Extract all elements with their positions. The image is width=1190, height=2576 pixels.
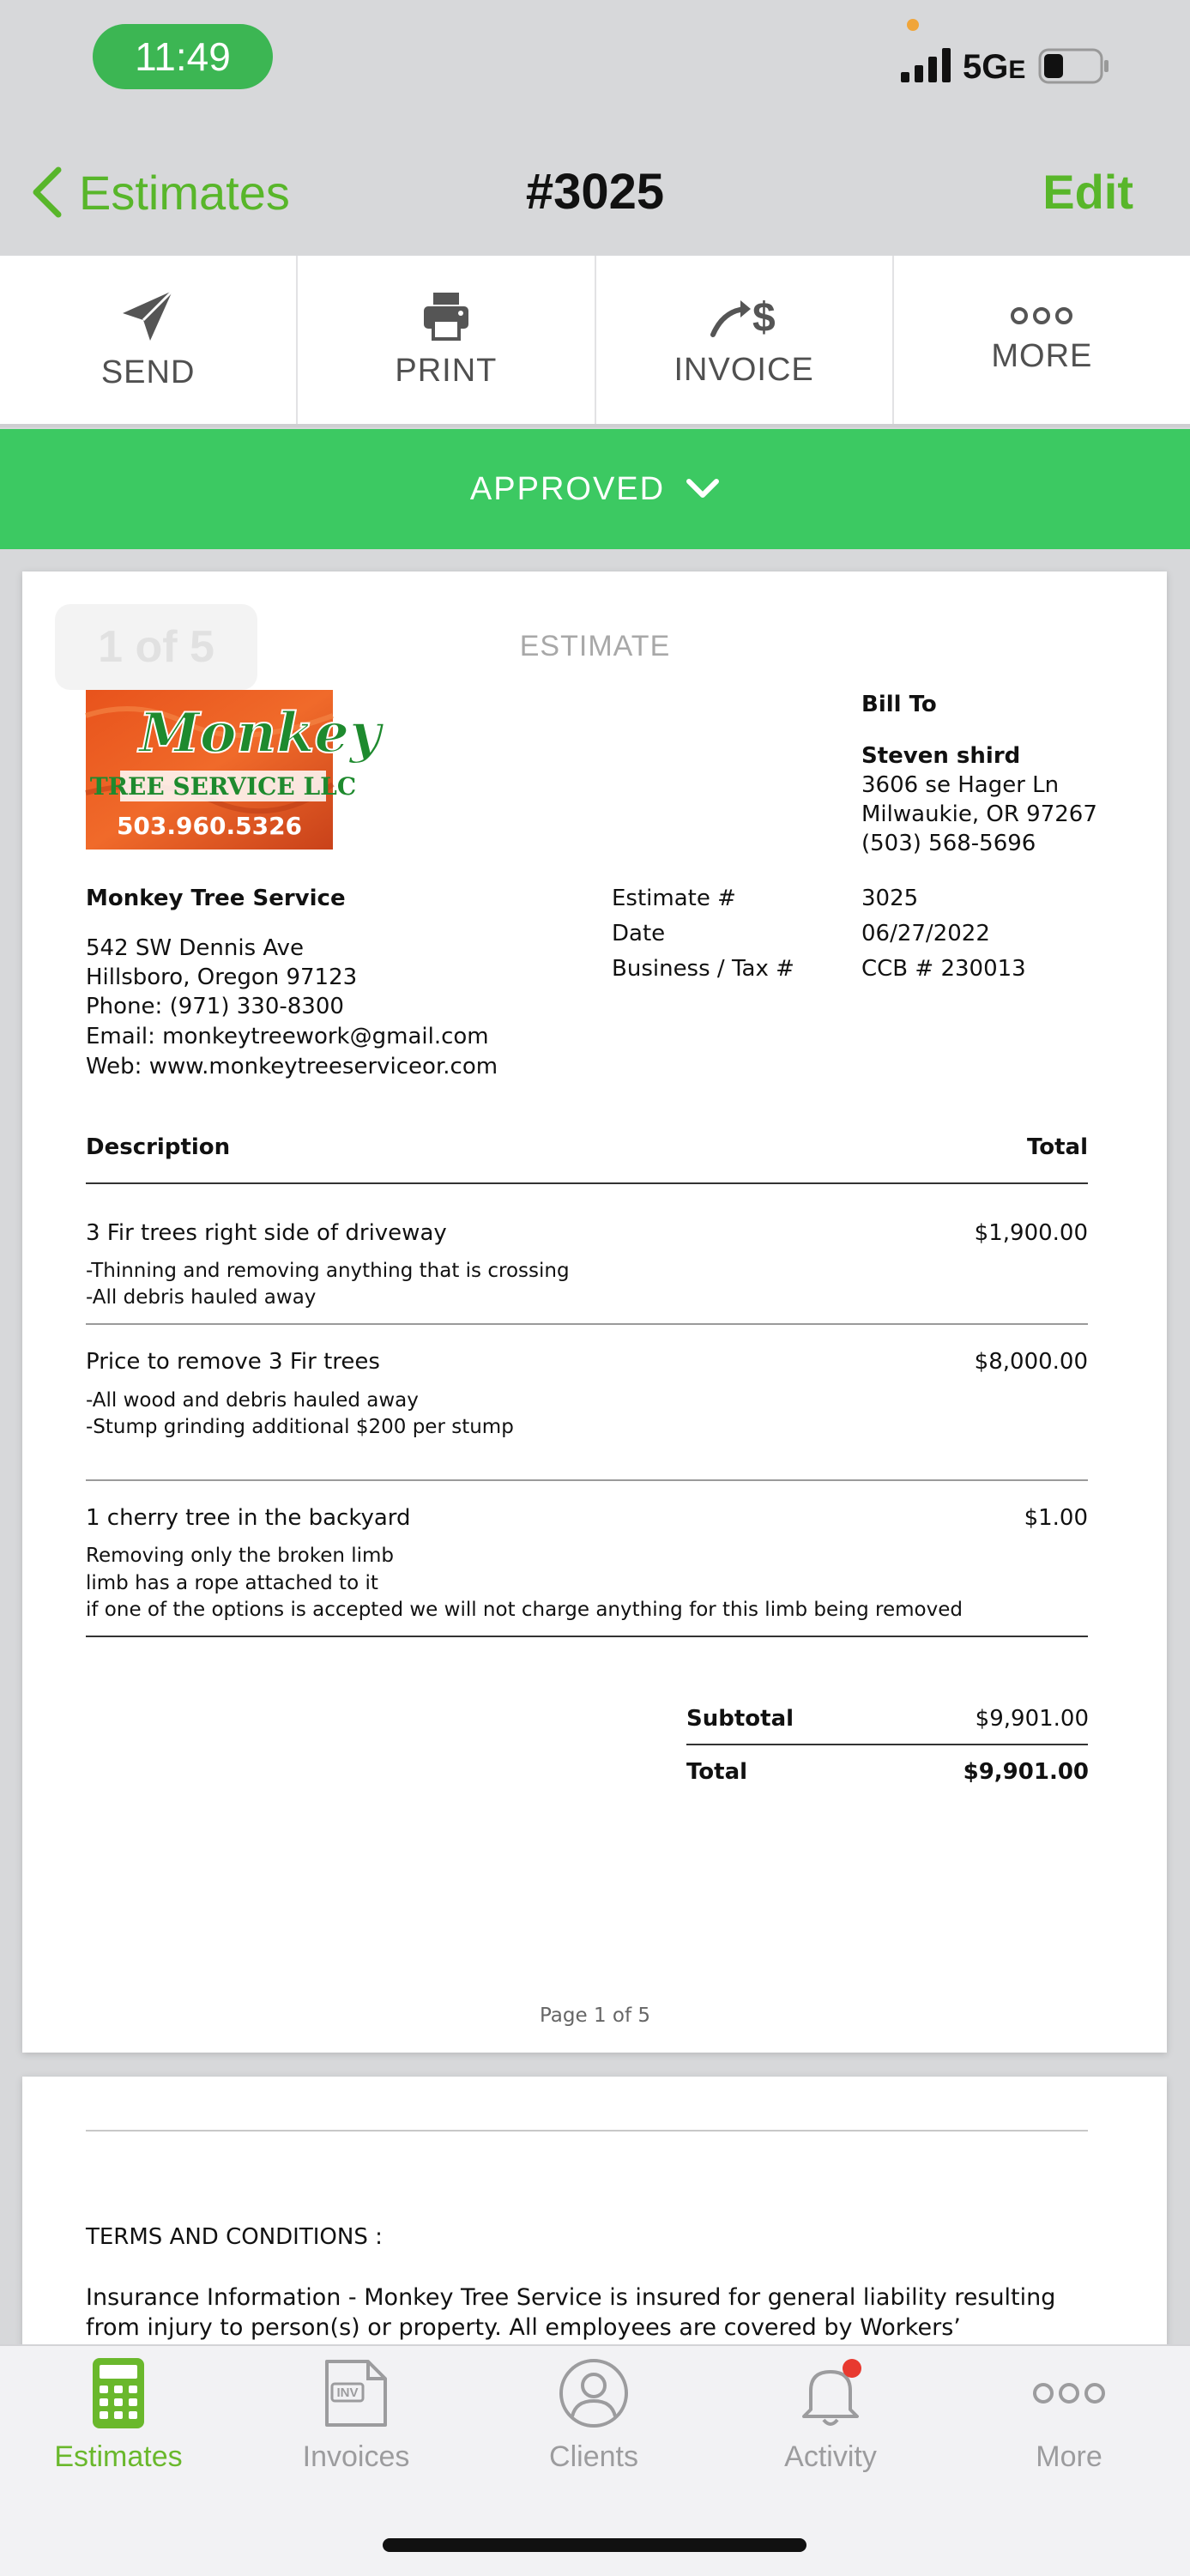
line-item-note: -All wood and debris hauled away: [86, 1389, 419, 1412]
line-item-title: Price to remove 3 Fir trees: [86, 1349, 380, 1375]
total-label: Total: [686, 1759, 748, 1785]
network-suffix: E: [1008, 56, 1026, 84]
line-item-note: Removing only the broken limb: [86, 1545, 395, 1567]
logo-phone: 503.960.5326: [116, 812, 303, 840]
send-button[interactable]: [0, 256, 298, 424]
tab-clients[interactable]: [499, 2358, 688, 2474]
svg-text:$: $: [752, 294, 776, 341]
tab-estimates[interactable]: [24, 2358, 213, 2474]
line-item-note: -All debris hauled away: [86, 1286, 317, 1309]
date-label: Date: [612, 921, 666, 946]
subtotal-label: Subtotal: [686, 1706, 794, 1732]
network-label: [963, 48, 1025, 87]
total-column-header: Total: [1026, 1134, 1088, 1160]
total-value: $9,901.00: [963, 1759, 1089, 1785]
bill-to-name: Steven shird: [861, 743, 1021, 769]
tab-invoices[interactable]: [262, 2358, 450, 2474]
battery-icon: [1038, 48, 1110, 84]
line-item-note: limb has a rope attached to it: [86, 1572, 378, 1594]
notification-badge: [843, 2359, 861, 2378]
business-phone: Phone: (971) 330-8300: [86, 994, 344, 1019]
line-item-price: $1.00: [1024, 1505, 1088, 1531]
more-icon: [1030, 2358, 1108, 2428]
tab-more-label: More: [1036, 2440, 1102, 2473]
tax-number-label: Business / Tax #: [612, 956, 794, 982]
items-end-divider: [86, 1636, 1088, 1637]
business-address1: 542 SW Dennis Ave: [86, 935, 305, 961]
tab-activity[interactable]: [736, 2358, 925, 2474]
print-label: PRINT: [395, 352, 498, 389]
invoice-icon: [711, 292, 776, 340]
back-label: Estimates: [79, 165, 290, 220]
client-icon: [559, 2358, 629, 2428]
business-name: Monkey Tree Service: [86, 886, 346, 911]
tab-estimates-label: Estimates: [54, 2440, 183, 2473]
print-button[interactable]: [298, 256, 595, 424]
business-address2: Hillsboro, Oregon 97123: [86, 964, 358, 990]
invoice-doc-icon-text: INV: [336, 2386, 359, 2400]
terms-heading: TERMS AND CONDITIONS :: [86, 2224, 383, 2250]
bell-icon: [795, 2358, 866, 2428]
total-divider: [686, 1744, 1088, 1745]
bill-to-address2: Milwaukie, OR 97267: [861, 801, 1097, 827]
tab-activity-label: Activity: [784, 2440, 877, 2473]
subtotal-value: $9,901.00: [975, 1706, 1089, 1732]
tab-invoices-label: Invoices: [302, 2440, 410, 2473]
send-icon: [121, 289, 176, 342]
line-item-note: if one of the options is accepted we will not charge anything for this limb being removed: [86, 1599, 963, 1621]
line-item-title: 3 Fir trees right side of driveway: [86, 1220, 447, 1246]
item-divider: [86, 1323, 1088, 1325]
line-item-note: -Thinning and removing anything that is crossing: [86, 1260, 570, 1282]
chevron-down-icon: [686, 478, 720, 500]
back-button[interactable]: [31, 160, 290, 225]
home-indicator[interactable]: [383, 2538, 806, 2552]
invoice-label: INVOICE: [674, 351, 814, 388]
calculator-icon: [93, 2358, 144, 2428]
document-heading: ESTIMATE: [519, 630, 671, 662]
bill-to-address1: 3606 se Hager Ln: [861, 772, 1060, 798]
estimate-number-value: 3025: [861, 886, 919, 911]
bill-to-heading: Bill To: [861, 692, 937, 717]
page-footer: Page 1 of 5: [539, 2005, 651, 2027]
action-toolbar: [0, 256, 1190, 427]
more-icon: [1009, 305, 1074, 326]
status-time: 11:49: [93, 24, 273, 89]
date-value: 06/27/2022: [861, 921, 990, 946]
description-column-header: Description: [86, 1134, 231, 1160]
item-divider: [86, 1479, 1088, 1481]
chevron-left-icon: [31, 166, 62, 218]
line-item-note: -Stump grinding additional $200 per stump: [86, 1416, 514, 1438]
page-indicator: 1 of 5: [55, 604, 257, 690]
tab-more[interactable]: [975, 2358, 1163, 2474]
edit-button[interactable]: Edit: [1042, 165, 1133, 219]
page2-divider: [86, 2130, 1088, 2132]
invoice-doc-icon: [323, 2358, 389, 2428]
tax-number-value: CCB # 230013: [861, 956, 1026, 982]
company-logo: [86, 690, 382, 850]
logo-line2: TREE SERVICE LLC: [89, 772, 357, 801]
more-button[interactable]: [894, 256, 1190, 424]
privacy-indicator-dot: [907, 19, 919, 31]
line-item-price: $1,900.00: [974, 1220, 1088, 1246]
business-web: Web: www.monkeytreeserviceor.com: [86, 1054, 498, 1079]
line-item-title: 1 cherry tree in the backyard: [86, 1505, 411, 1531]
tab-clients-label: Clients: [549, 2440, 638, 2473]
invoice-button[interactable]: [596, 256, 894, 424]
estimate-number-label: Estimate #: [612, 886, 736, 911]
terms-text: Insurance Information - Monkey Tree Service is insured for general liability resulting from injury to person(s) or property. All employees are covered by Workers’: [86, 2284, 1056, 2341]
header-divider: [86, 1182, 1088, 1184]
line-item-price: $8,000.00: [974, 1349, 1088, 1375]
more-label: MORE: [991, 337, 1093, 374]
status-dropdown[interactable]: [0, 429, 1190, 549]
bill-to-phone: (503) 568-5696: [861, 831, 1036, 856]
network-type: 5G: [963, 48, 1009, 86]
status-label: APPROVED: [469, 470, 666, 507]
send-label: SEND: [100, 354, 196, 390]
print-icon: [422, 291, 470, 341]
logo-name: Monkey: [139, 701, 382, 765]
business-email: Email: monkeytreework@gmail.com: [86, 1024, 489, 1049]
signal-icon: [901, 48, 956, 82]
page-title: #3025: [525, 164, 665, 220]
